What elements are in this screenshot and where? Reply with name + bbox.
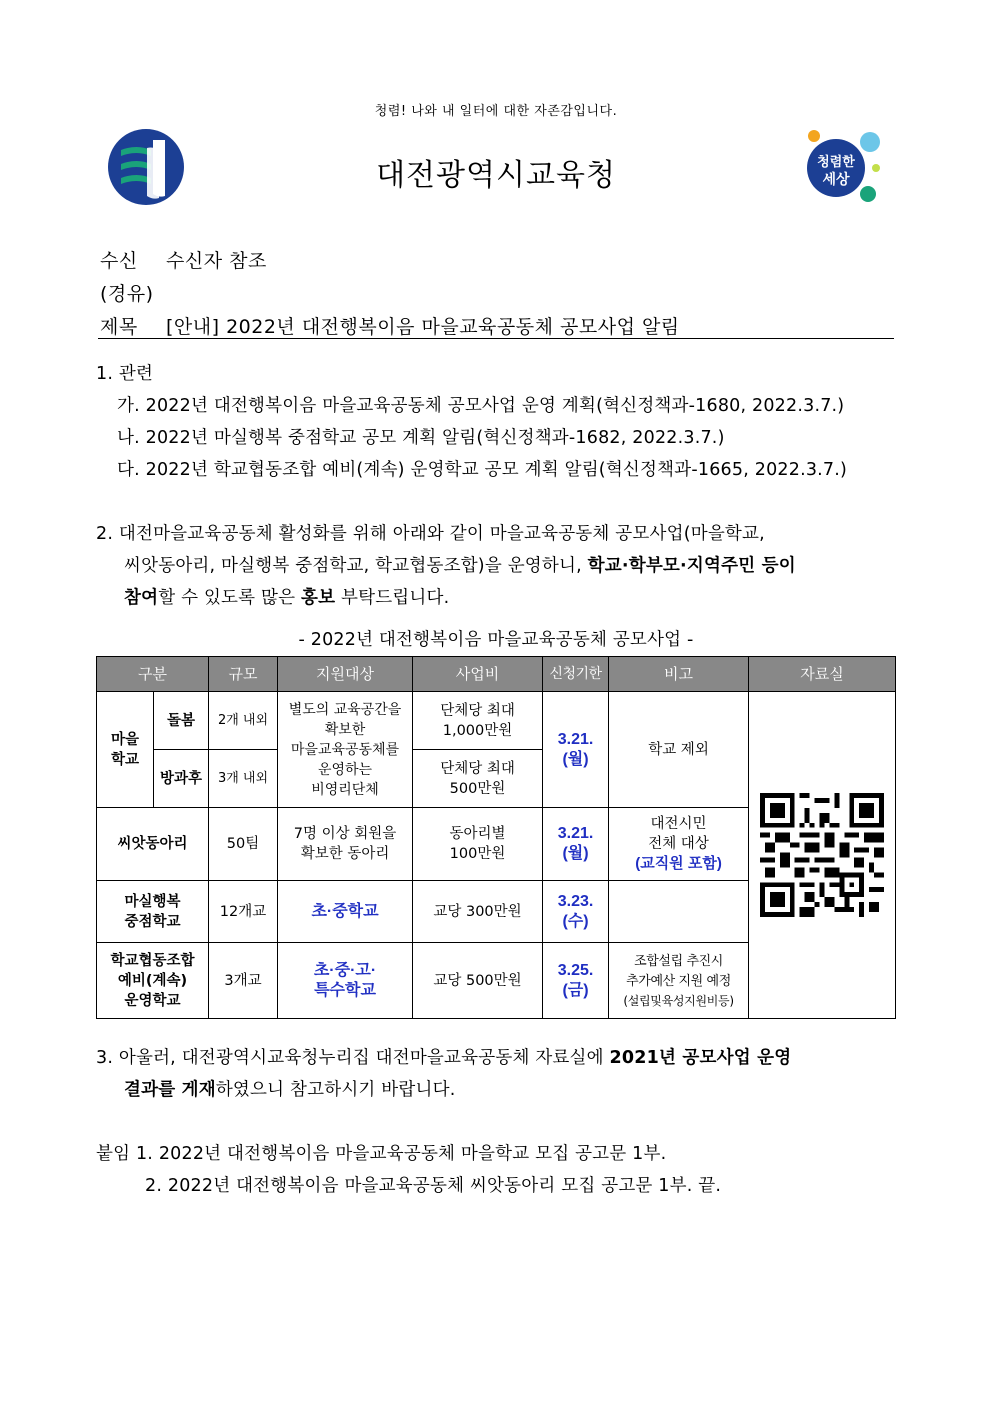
seed-note-cell — [609, 808, 749, 881]
header-divider — [98, 338, 894, 339]
col-header-budget: 사업비 — [413, 657, 543, 692]
qr-cell — [749, 692, 896, 1019]
seed-target: 7명 이상 회원을 확보한 동아리 — [278, 808, 413, 881]
coop-scale: 3개교 — [209, 943, 278, 1019]
village-deadline: 3.21. (월) — [543, 692, 609, 808]
section3-line2-bold: 결과를 게재 — [124, 1080, 216, 1100]
recipient-value: 수신자 참조 — [166, 250, 267, 272]
attachment-2: 2. 2022년 대전행복이음 마을교육공동체 씨앗동아리 모집 공고문 1부. 끝. — [145, 1176, 722, 1196]
masil-note — [609, 881, 749, 943]
table-title: - 2022년 대전행복이음 마을교육공동체 공모사업 - — [298, 630, 694, 650]
section3-line2 — [124, 1076, 455, 1101]
bangwahu-scale: 3개 내외 — [209, 750, 278, 808]
section3-line1-bold: 2021년 공모사업 운영 — [609, 1048, 792, 1068]
village-note: 학교 제외 — [609, 692, 749, 808]
program-table — [96, 656, 896, 1019]
coop-note-cell — [609, 943, 749, 1019]
org-name: 대전광역시교육청 — [376, 158, 616, 193]
coop-deadline: 3.25. (금) — [543, 943, 609, 1019]
attachment-1: 붙임 1. 2022년 대전행복이음 마을교육공동체 마을학교 모집 공고문 1부. — [96, 1144, 667, 1164]
dolbom-budget: 단체당 최대 1,000만원 — [413, 692, 543, 750]
village-target: 별도의 교육공간을 확보한 마을교육공동체를 운영하는 비영리단체 — [278, 692, 413, 808]
motto: 청렴! 나와 내 일터에 대한 자존감입니다. — [374, 104, 618, 119]
section2-bold-participate: 참여 — [124, 588, 159, 608]
dolbom-scale: 2개 내외 — [209, 692, 278, 750]
section2-line3 — [124, 584, 449, 609]
section2-line2-bold: 학교·학부모·지역주민 등이 — [587, 556, 796, 576]
bangwahu-name: 방과후 — [154, 750, 209, 808]
masil-name: 마실행복 중점학교 — [97, 881, 209, 943]
seed-deadline: 3.21. (월) — [543, 808, 609, 881]
clean-world-logo — [804, 124, 884, 208]
section3-line1 — [96, 1044, 791, 1069]
coop-note-small: (설립및육성지원비등) — [623, 993, 734, 1008]
svg-text:세상: 세상 — [822, 172, 850, 188]
col-header-note: 비고 — [609, 657, 749, 692]
section2-line1: 2. 대전마을교육공동체 활성화를 위해 아래와 같이 마을교육공동체 공모사업(마을학교, — [96, 524, 765, 544]
section2-line2 — [124, 552, 796, 577]
coop-note: 조합설립 추진시 추가예산 지원 예정 — [626, 953, 731, 989]
via-label: (경유) — [100, 283, 154, 305]
recipient-line — [100, 246, 267, 273]
recipient-label: 수신 — [100, 250, 138, 272]
masil-budget: 교당 300만원 — [413, 881, 543, 943]
masil-scale: 12개교 — [209, 881, 278, 943]
section2-bold-promote: 홍보 — [301, 588, 336, 608]
village-school-cell: 마을 학교 — [97, 692, 154, 808]
subject-value: [안내] 2022년 대전행복이음 마을교육공동체 공모사업 알림 — [166, 316, 680, 338]
section2-line3-text: 할 수 있도록 많은 — [158, 588, 302, 608]
seed-note-staff: (교직원 포함) — [635, 855, 722, 872]
table-row — [97, 692, 896, 750]
table-header-row — [97, 657, 896, 692]
section3-line2-text: 하였으니 참고하시기 바랍니다. — [215, 1080, 456, 1100]
col-header-category: 구분 — [97, 657, 209, 692]
col-header-target: 지원대상 — [278, 657, 413, 692]
section3-line1-text: 3. 아울러, 대전광역시교육청누리집 대전마을교육공동체 자료실에 — [96, 1048, 610, 1068]
col-header-scale: 규모 — [209, 657, 278, 692]
section2-line3-end: 부탁드립니다. — [335, 588, 450, 608]
coop-budget: 교당 500만원 — [413, 943, 543, 1019]
col-header-deadline: 신청기한 — [543, 657, 609, 692]
section1-title: 1. 관련 — [96, 364, 154, 384]
coop-target: 초·중·고· 특수학교 — [278, 943, 413, 1019]
dolbom-name: 돌봄 — [154, 692, 209, 750]
masil-target: 초·중학교 — [278, 881, 413, 943]
qr-code-icon[interactable] — [760, 793, 884, 917]
masil-deadline: 3.23. (수) — [543, 881, 609, 943]
seed-name: 씨앗동아리 — [97, 808, 209, 881]
section2-line2-text: 씨앗동아리, 마실행복 중점학교, 학교협동조합)을 운영하니, — [124, 556, 588, 576]
svg-text:청렴한: 청렴한 — [817, 155, 855, 170]
subject-label: 제목 — [100, 316, 138, 338]
section1-item-b: 나. 2022년 마실행복 중점학교 공모 계획 알림(혁신정책과-1682, 2022.3.7.) — [117, 428, 725, 448]
section1-item-a: 가. 2022년 대전행복이음 마을교육공동체 공모사업 운영 계획(혁신정책과-1680, 2022.3.7.) — [117, 396, 845, 416]
seed-budget: 동아리별 100만원 — [413, 808, 543, 881]
col-header-archive: 자료실 — [749, 657, 896, 692]
seed-note: 대전시민 전체 대상 — [648, 816, 709, 852]
section1-item-c: 다. 2022년 학교협동조합 예비(계속) 운영학교 공모 계획 알림(혁신정책과-1665, 2022.3.7.) — [117, 460, 848, 480]
subject-line — [100, 312, 680, 339]
bangwahu-budget: 단체당 최대 500만원 — [413, 750, 543, 808]
coop-name: 학교협동조합 예비(계속) 운영학교 — [97, 943, 209, 1019]
seed-scale: 50팀 — [209, 808, 278, 881]
